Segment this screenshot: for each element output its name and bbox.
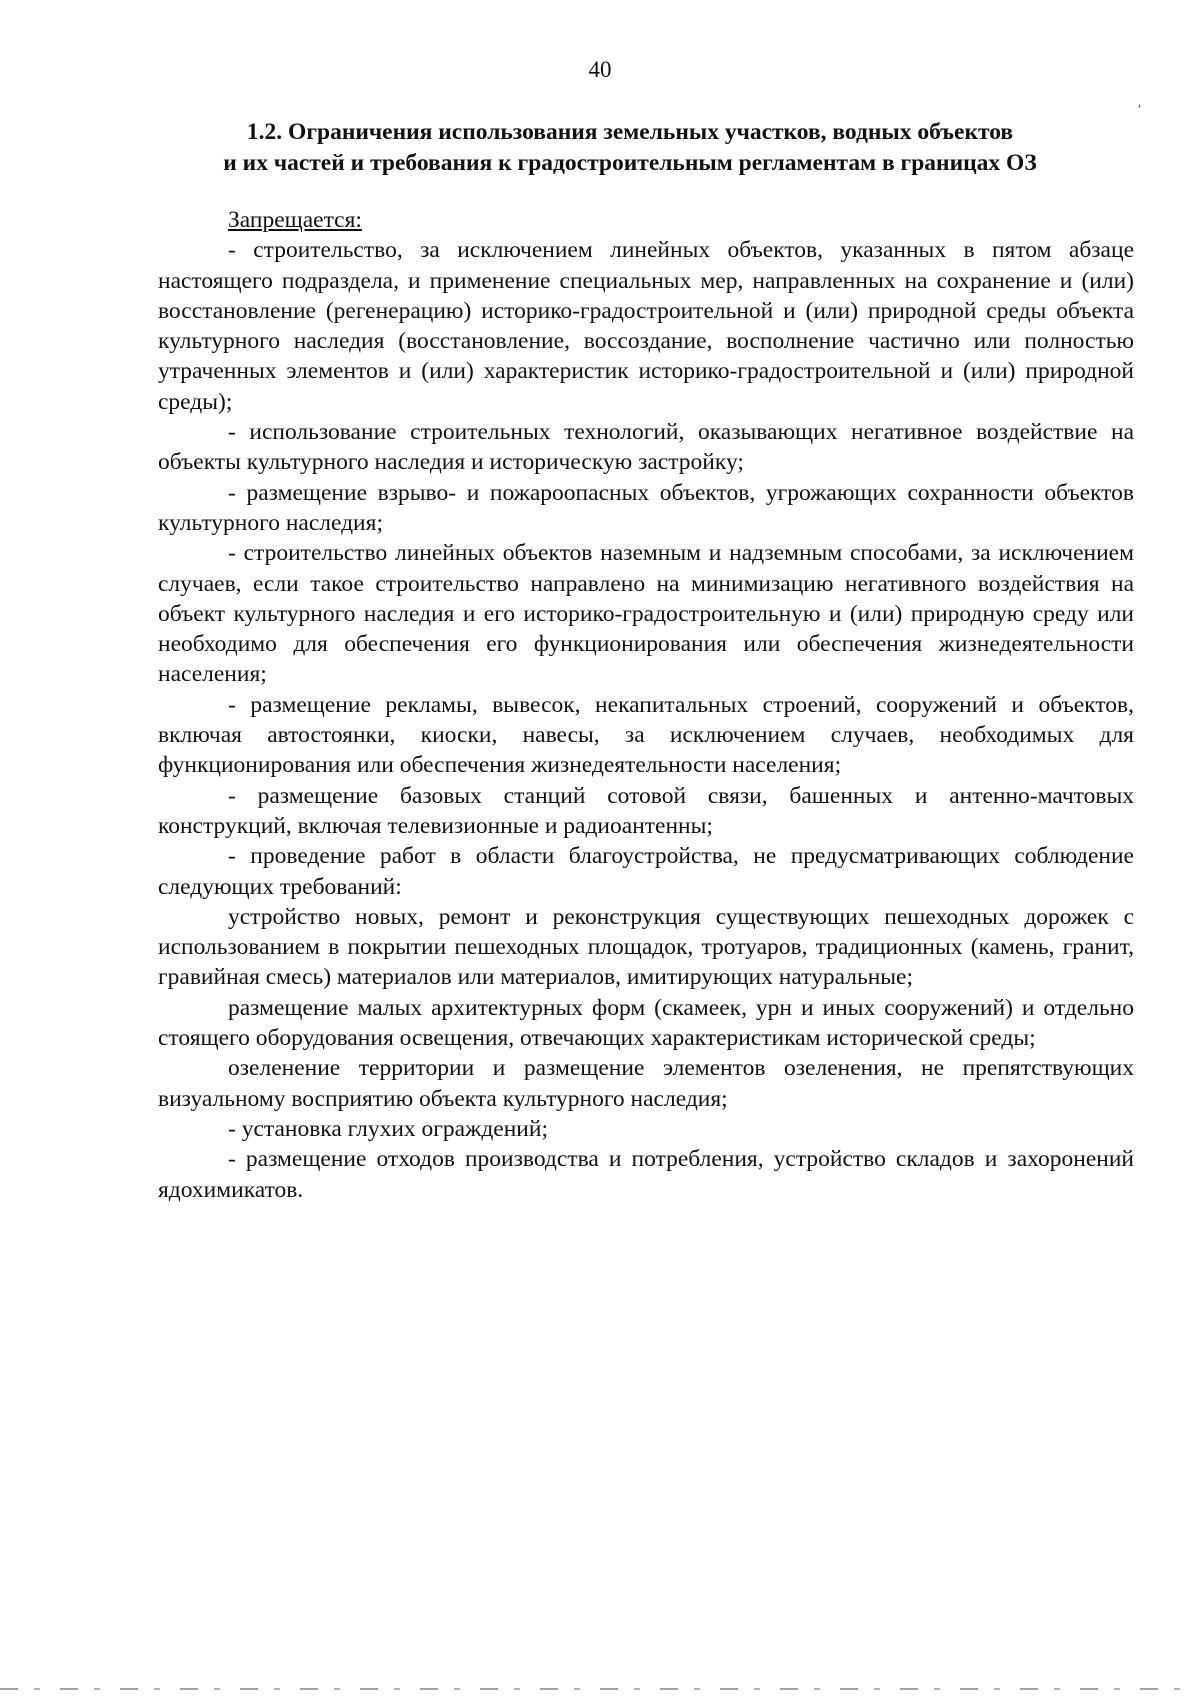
intro-label: Запрещается: — [228, 207, 362, 233]
heading-line-2: и их частей и требования к градостроительным регламентам в границах ОЗ — [223, 150, 1037, 176]
intro-line — [158, 205, 1134, 235]
paragraph: - использование строительных технологий, оказывающих негативное воздействие на объекты культурного наследия и историческую застройку; — [158, 419, 1134, 476]
paragraph: размещение малых архитектурных форм (скамеек, урн и иных сооружений) и отдельно стоящего оборудования освещения, отвечающих характеристикам исторической среды; — [158, 994, 1134, 1052]
scan-edge-artifact — [0, 1688, 1200, 1690]
paragraph: - размещение отходов производства и потребления, устройство складов и захоронений ядохимикатов. — [158, 1146, 1134, 1203]
paragraph: устройство новых, ремонт и реконструкция существующих пешеходных дорожек с использованием в покрытии пешеходных площадок, тротуаров, традиционных (камень, гранит, гравийная смесь) материалов или материалов, имитирующих натуральные; — [158, 903, 1134, 991]
paragraph: - строительство линейных объектов наземным и надземным способами, за исключением случаев, если такое строительство направлено на минимизацию негативного воздействия на объект культурного наследия и его историко-градостроительную и (или) природную среду или необходимо для обеспечения его функционирования или обеспечения жизнедеятельности населения; — [158, 540, 1134, 688]
paragraph: - размещение взрыво- и пожароопасных объектов, угрожающих сохранности объектов культурного наследия; — [158, 479, 1134, 536]
paragraph: озеленение территории и размещение элементов озеленения, не препятствующих визуальному восприятию объекта культурного наследия; — [158, 1055, 1134, 1112]
scan-speck: ʹ — [1138, 103, 1142, 118]
section-heading — [140, 117, 1120, 179]
paragraph: - проведение работ в области благоустройства, не предусматривающих соблюдение следующих требований: — [158, 843, 1134, 900]
paragraph: - строительство, за исключением линейных объектов, указанных в пятом абзаце настоящего подраздела, и применение специальных мер, направленных на сохранение и (или) восстановление (регенерацию) историко-градостроительной и (или) природной среды объекта культурного наследия (восстановление, воссоздание, восполнение частично или полностью утраченных элементов и (или) характеристик историко-градостроительной и (или) природной среды); — [158, 237, 1134, 415]
document-body — [158, 205, 1134, 1205]
paragraph: - размещение базовых станций сотовой связи, башенных и антенно-мачтовых конструкций, включая телевизионные и радиоантенны; — [158, 782, 1134, 839]
heading-line-1: 1.2. Ограничения использования земельных участков, водных объектов — [246, 119, 1014, 145]
paragraph: - установка глухих ограждений; — [228, 1115, 548, 1142]
page-number: 40 — [588, 57, 612, 82]
paragraph: - размещение рекламы, вывесок, некапитальных строений, сооружений и объектов, включая автостоянки, киоски, навесы, за исключением случаев, необходимых для функционирования или обеспечения жизнедеятельности населения; — [158, 691, 1134, 779]
